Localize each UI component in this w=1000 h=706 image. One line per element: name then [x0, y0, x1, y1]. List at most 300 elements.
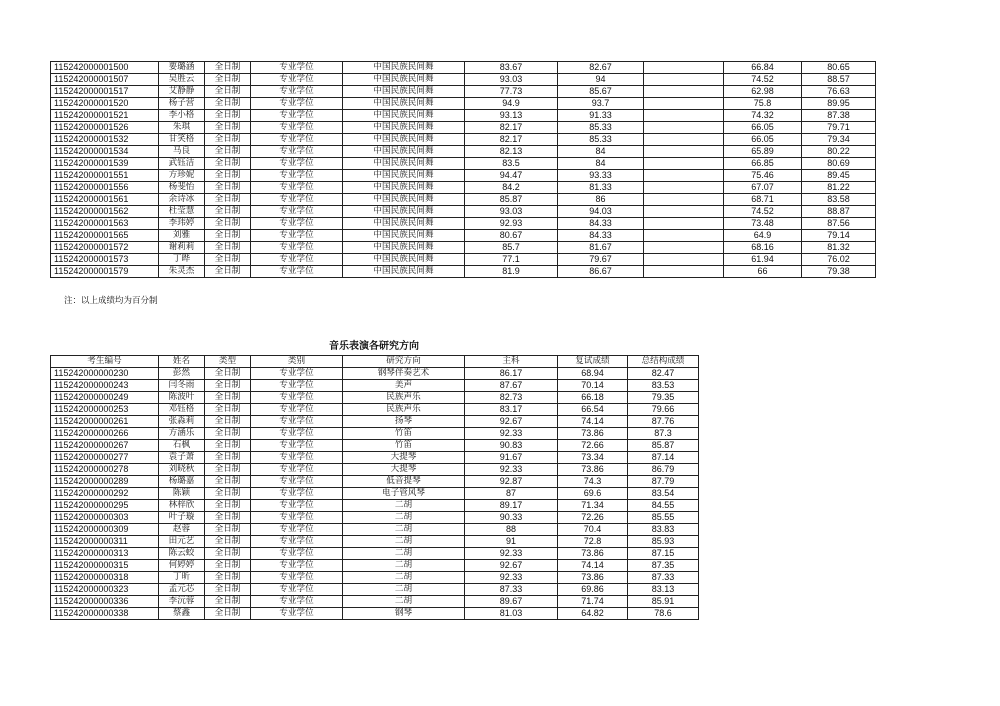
- table-cell: [644, 86, 724, 98]
- table-cell: 专业学位: [251, 368, 343, 380]
- table-cell: [644, 218, 724, 230]
- table-cell: 竹笛: [343, 428, 465, 440]
- table-cell: 76.02: [802, 254, 876, 266]
- table-cell: 71.74: [558, 596, 628, 608]
- table-cell: 陈颖: [159, 488, 205, 500]
- table-cell: 中国民族民间舞: [343, 182, 465, 194]
- table-header-row: [51, 356, 699, 368]
- table-cell: 87.79: [628, 476, 699, 488]
- table-cell: 92.33: [465, 548, 558, 560]
- table-cell: 115242000001572: [51, 242, 159, 254]
- table-cell: 武钰洁: [159, 158, 205, 170]
- table-row: [51, 440, 699, 452]
- table-cell: 83.53: [628, 380, 699, 392]
- table-cell: 杜莹慧: [159, 206, 205, 218]
- table-cell: 要璐涵: [159, 62, 205, 74]
- table-cell: 丁晔: [159, 254, 205, 266]
- table-cell: 全日制: [205, 452, 251, 464]
- table-cell: 专业学位: [251, 476, 343, 488]
- table-row: [51, 380, 699, 392]
- table-cell: 66: [724, 266, 802, 278]
- table-cell: 专业学位: [251, 266, 343, 278]
- table-row: [51, 98, 876, 110]
- table-cell: 115242000001561: [51, 194, 159, 206]
- table-cell: 全日制: [205, 146, 251, 158]
- table-cell: 钢琴伴奏艺术: [343, 368, 465, 380]
- table-cell: 65.89: [724, 146, 802, 158]
- table-cell: 115242000000278: [51, 464, 159, 476]
- table-cell: [644, 98, 724, 110]
- table-cell: 专业学位: [251, 548, 343, 560]
- table-cell: 62.98: [724, 86, 802, 98]
- table-cell: 全日制: [205, 572, 251, 584]
- table-cell: 专业学位: [251, 404, 343, 416]
- table-cell: 68.71: [724, 194, 802, 206]
- table-cell: 87.56: [802, 218, 876, 230]
- table-cell: 94.03: [558, 206, 644, 218]
- table-cell: 66.85: [724, 158, 802, 170]
- table-cell: 民族声乐: [343, 404, 465, 416]
- table-cell: 86: [558, 194, 644, 206]
- table-row: [51, 584, 699, 596]
- table-cell: 71.34: [558, 500, 628, 512]
- table-cell: 81.9: [465, 266, 558, 278]
- table-cell: 中国民族民间舞: [343, 230, 465, 242]
- table-cell: 甘笑格: [159, 134, 205, 146]
- table-cell: 72.8: [558, 536, 628, 548]
- table-cell: 85.87: [628, 440, 699, 452]
- table-cell: 74.14: [558, 560, 628, 572]
- table-cell: 全日制: [205, 524, 251, 536]
- table-cell: 方珍妮: [159, 170, 205, 182]
- table-cell: 92.93: [465, 218, 558, 230]
- table-cell: 低音提琴: [343, 476, 465, 488]
- table-cell: 90.83: [465, 440, 558, 452]
- table-cell: 专业学位: [251, 428, 343, 440]
- table-cell: 田元艺: [159, 536, 205, 548]
- table-cell: 82.73: [465, 392, 558, 404]
- table-cell: 92.87: [465, 476, 558, 488]
- table-cell: 83.58: [802, 194, 876, 206]
- table-cell: 全日制: [205, 500, 251, 512]
- table-cell: 专业学位: [251, 488, 343, 500]
- table-cell: 85.93: [628, 536, 699, 548]
- table-cell: 全日制: [205, 440, 251, 452]
- scores-table-dance: [50, 61, 876, 278]
- table-cell: 74.14: [558, 416, 628, 428]
- header-name: 姓名: [159, 356, 205, 368]
- table-cell: 81.67: [558, 242, 644, 254]
- table-cell: 93.03: [465, 206, 558, 218]
- table-cell: [644, 170, 724, 182]
- table-cell: [644, 242, 724, 254]
- table-cell: 全日制: [205, 464, 251, 476]
- table-cell: 115242000001507: [51, 74, 159, 86]
- table-cell: 70.14: [558, 380, 628, 392]
- table-cell: 林梓欣: [159, 500, 205, 512]
- table-cell: 方涵乐: [159, 428, 205, 440]
- table-cell: 专业学位: [251, 182, 343, 194]
- table-cell: 专业学位: [251, 254, 343, 266]
- table-cell: 73.86: [558, 548, 628, 560]
- table-cell: 87: [465, 488, 558, 500]
- table-cell: 87.15: [628, 548, 699, 560]
- table-cell: 93.33: [558, 170, 644, 182]
- table-cell: 吴胜云: [159, 74, 205, 86]
- table-cell: 86.17: [465, 368, 558, 380]
- table-cell: 115242000001556: [51, 182, 159, 194]
- table-cell: 115242000000338: [51, 608, 159, 620]
- table-cell: 115242000001534: [51, 146, 159, 158]
- table-cell: [644, 206, 724, 218]
- table-cell: 75.8: [724, 98, 802, 110]
- table-row: [51, 572, 699, 584]
- table-cell: 84: [558, 146, 644, 158]
- table-cell: 115242000000277: [51, 452, 159, 464]
- table-cell: 75.46: [724, 170, 802, 182]
- table-cell: 专业学位: [251, 572, 343, 584]
- table-cell: 李沅蓉: [159, 596, 205, 608]
- table-cell: 94.9: [465, 98, 558, 110]
- table-cell: 66.54: [558, 404, 628, 416]
- table-row: [51, 254, 876, 266]
- table-row: [51, 110, 876, 122]
- table-cell: 中国民族民间舞: [343, 158, 465, 170]
- table-cell: 82.17: [465, 122, 558, 134]
- table-row: [51, 596, 699, 608]
- table-cell: 85.87: [465, 194, 558, 206]
- table-cell: 刘晓秋: [159, 464, 205, 476]
- table-cell: 艾静静: [159, 86, 205, 98]
- table-cell: 中国民族民间舞: [343, 62, 465, 74]
- table-cell: 美声: [343, 380, 465, 392]
- table-cell: 72.66: [558, 440, 628, 452]
- table-cell: 83.17: [465, 404, 558, 416]
- table-cell: 77.73: [465, 86, 558, 98]
- header-major: 主科: [465, 356, 558, 368]
- table-cell: [644, 194, 724, 206]
- table-cell: [644, 110, 724, 122]
- table-cell: 84.55: [628, 500, 699, 512]
- table-cell: 中国民族民间舞: [343, 254, 465, 266]
- table-cell: 二胡: [343, 596, 465, 608]
- table-cell: 68.16: [724, 242, 802, 254]
- table-cell: 92.33: [465, 464, 558, 476]
- table-cell: 115242000001532: [51, 134, 159, 146]
- table-cell: 赵蓉: [159, 524, 205, 536]
- table-row: [51, 524, 699, 536]
- table-cell: 85.55: [628, 512, 699, 524]
- table-cell: 74.32: [724, 110, 802, 122]
- table-cell: 89.95: [802, 98, 876, 110]
- table-cell: 大提琴: [343, 452, 465, 464]
- table-cell: 115242000000249: [51, 392, 159, 404]
- table-cell: 中国民族民间舞: [343, 206, 465, 218]
- table-cell: 朱琪: [159, 122, 205, 134]
- table-cell: 93.03: [465, 74, 558, 86]
- table-cell: 中国民族民间舞: [343, 242, 465, 254]
- table-row: [51, 464, 699, 476]
- table-cell: 89.45: [802, 170, 876, 182]
- table-cell: 92.67: [465, 560, 558, 572]
- table-row: [51, 122, 876, 134]
- table-cell: 中国民族民间舞: [343, 146, 465, 158]
- table-cell: 孟元芯: [159, 584, 205, 596]
- table-cell: 77.1: [465, 254, 558, 266]
- table-cell: 115242000001563: [51, 218, 159, 230]
- table-cell: 115242000001526: [51, 122, 159, 134]
- table-cell: 专业学位: [251, 536, 343, 548]
- table-cell: 全日制: [205, 86, 251, 98]
- table-cell: 专业学位: [251, 380, 343, 392]
- table-cell: 专业学位: [251, 464, 343, 476]
- table-cell: 92.67: [465, 416, 558, 428]
- table-cell: 115242000000289: [51, 476, 159, 488]
- table-row: [51, 488, 699, 500]
- table-cell: 陈云蛟: [159, 548, 205, 560]
- table-cell: 91: [465, 536, 558, 548]
- table-row: [51, 476, 699, 488]
- table-cell: 84: [558, 158, 644, 170]
- table-cell: 87.3: [628, 428, 699, 440]
- header-category: 类别: [251, 356, 343, 368]
- table-cell: 钢琴: [343, 608, 465, 620]
- table-cell: [644, 62, 724, 74]
- table-cell: 69.86: [558, 584, 628, 596]
- table-cell: 115242000001520: [51, 98, 159, 110]
- table-row: [51, 548, 699, 560]
- table-cell: 丁昕: [159, 572, 205, 584]
- table-cell: 全日制: [205, 476, 251, 488]
- table-cell: 专业学位: [251, 242, 343, 254]
- table-cell: 80.65: [802, 62, 876, 74]
- scores-table-music-performance: [50, 355, 699, 620]
- table-cell: 83.83: [628, 524, 699, 536]
- table-cell: [644, 158, 724, 170]
- table-cell: 79.67: [558, 254, 644, 266]
- table-row: [51, 182, 876, 194]
- table-cell: 大提琴: [343, 464, 465, 476]
- table-cell: 专业学位: [251, 218, 343, 230]
- table-cell: 87.76: [628, 416, 699, 428]
- table-cell: 何婷婷: [159, 560, 205, 572]
- table-row: [51, 608, 699, 620]
- table-cell: 全日制: [205, 206, 251, 218]
- table-cell: 88.57: [802, 74, 876, 86]
- table-cell: 115242000001517: [51, 86, 159, 98]
- table-row: [51, 392, 699, 404]
- table-cell: 全日制: [205, 560, 251, 572]
- table-cell: 88: [465, 524, 558, 536]
- table-cell: 61.94: [724, 254, 802, 266]
- table-cell: 全日制: [205, 122, 251, 134]
- table-cell: 中国民族民间舞: [343, 194, 465, 206]
- table-cell: 全日制: [205, 110, 251, 122]
- table-cell: 中国民族民间舞: [343, 98, 465, 110]
- table-cell: 专业学位: [251, 158, 343, 170]
- table-cell: 115242000000267: [51, 440, 159, 452]
- table-cell: 82.17: [465, 134, 558, 146]
- table-cell: [644, 230, 724, 242]
- table-cell: 84.33: [558, 230, 644, 242]
- table-cell: 全日制: [205, 392, 251, 404]
- header-exam-id: 考生编号: [51, 356, 159, 368]
- table-cell: 全日制: [205, 548, 251, 560]
- table-cell: 115242000000253: [51, 404, 159, 416]
- table-row: [51, 560, 699, 572]
- table-row: [51, 452, 699, 464]
- table-cell: 83.54: [628, 488, 699, 500]
- table-cell: 全日制: [205, 404, 251, 416]
- header-direction: 研究方向: [343, 356, 465, 368]
- table-cell: 专业学位: [251, 194, 343, 206]
- table-row: [51, 266, 876, 278]
- table-row: [51, 404, 699, 416]
- table-cell: 二胡: [343, 500, 465, 512]
- table-cell: 中国民族民间舞: [343, 170, 465, 182]
- table-cell: 66.05: [724, 122, 802, 134]
- table-cell: 全日制: [205, 74, 251, 86]
- table-cell: 86.67: [558, 266, 644, 278]
- table-row: [51, 194, 876, 206]
- table-cell: 87.14: [628, 452, 699, 464]
- table-cell: 89.17: [465, 500, 558, 512]
- table-cell: 93.13: [465, 110, 558, 122]
- table-cell: 全日制: [205, 194, 251, 206]
- table-cell: 电子管风琴: [343, 488, 465, 500]
- table-cell: 73.86: [558, 572, 628, 584]
- table-cell: 专业学位: [251, 392, 343, 404]
- table-cell: 79.14: [802, 230, 876, 242]
- table-cell: 中国民族民间舞: [343, 74, 465, 86]
- table-cell: 二胡: [343, 560, 465, 572]
- table-cell: 全日制: [205, 380, 251, 392]
- table-cell: 石枫: [159, 440, 205, 452]
- table-cell: 二胡: [343, 536, 465, 548]
- table-cell: 专业学位: [251, 74, 343, 86]
- table-row: [51, 206, 876, 218]
- table-cell: [644, 182, 724, 194]
- table-cell: 李玮婷: [159, 218, 205, 230]
- table-cell: 83.5: [465, 158, 558, 170]
- table-cell: 刘雅: [159, 230, 205, 242]
- table-cell: 彭然: [159, 368, 205, 380]
- table-cell: 87.67: [465, 380, 558, 392]
- table-cell: 专业学位: [251, 206, 343, 218]
- table-cell: 全日制: [205, 428, 251, 440]
- table-cell: 陈波叶: [159, 392, 205, 404]
- table-row: [51, 146, 876, 158]
- table-cell: 115242000001551: [51, 170, 159, 182]
- table-cell: 115242000000323: [51, 584, 159, 596]
- table-cell: 91.67: [465, 452, 558, 464]
- table-cell: 115242000000243: [51, 380, 159, 392]
- table-cell: 115242000000266: [51, 428, 159, 440]
- table-cell: 邓钰格: [159, 404, 205, 416]
- table-cell: 专业学位: [251, 146, 343, 158]
- table-cell: 全日制: [205, 254, 251, 266]
- table-row: [51, 428, 699, 440]
- table-cell: 余诗冰: [159, 194, 205, 206]
- table-row: [51, 512, 699, 524]
- table-cell: [644, 74, 724, 86]
- table-cell: 专业学位: [251, 98, 343, 110]
- header-type: 类型: [205, 356, 251, 368]
- footnote: 注：以上成绩均为百分制: [64, 296, 158, 306]
- table-cell: 蔡鑫: [159, 608, 205, 620]
- table-cell: 94: [558, 74, 644, 86]
- table-cell: 87.35: [628, 560, 699, 572]
- table-cell: 全日制: [205, 536, 251, 548]
- table-cell: 84.2: [465, 182, 558, 194]
- table-cell: 83.13: [628, 584, 699, 596]
- table-cell: 115242000000292: [51, 488, 159, 500]
- table-cell: 115242000000295: [51, 500, 159, 512]
- table-cell: 72.26: [558, 512, 628, 524]
- table-cell: 专业学位: [251, 584, 343, 596]
- table-cell: 78.6: [628, 608, 699, 620]
- table-cell: 闫冬雨: [159, 380, 205, 392]
- table-cell: 专业学位: [251, 416, 343, 428]
- table-row: [51, 218, 876, 230]
- table-cell: 袁子萧: [159, 452, 205, 464]
- section-title: 音乐表演各研究方向: [329, 341, 419, 352]
- table-cell: 115242000001565: [51, 230, 159, 242]
- table-cell: 专业学位: [251, 596, 343, 608]
- table-row: [51, 368, 699, 380]
- table-cell: 全日制: [205, 584, 251, 596]
- table-cell: 115242000001539: [51, 158, 159, 170]
- table-cell: 全日制: [205, 230, 251, 242]
- table-cell: 全日制: [205, 182, 251, 194]
- table-cell: 81.03: [465, 608, 558, 620]
- table-cell: 全日制: [205, 170, 251, 182]
- table-cell: 全日制: [205, 368, 251, 380]
- table-cell: 85.33: [558, 122, 644, 134]
- table-cell: 专业学位: [251, 512, 343, 524]
- table-cell: [644, 134, 724, 146]
- table-row: [51, 500, 699, 512]
- table-cell: 80.69: [802, 158, 876, 170]
- table-cell: 专业学位: [251, 230, 343, 242]
- table-cell: 66.05: [724, 134, 802, 146]
- table-cell: 94.47: [465, 170, 558, 182]
- table-cell: 专业学位: [251, 500, 343, 512]
- table-cell: 全日制: [205, 596, 251, 608]
- table-row: [51, 242, 876, 254]
- table-row: [51, 86, 876, 98]
- table-row: [51, 74, 876, 86]
- table-cell: 92.33: [465, 428, 558, 440]
- table-cell: 中国民族民间舞: [343, 86, 465, 98]
- table-cell: 全日制: [205, 608, 251, 620]
- table-cell: 68.94: [558, 368, 628, 380]
- table-cell: 73.86: [558, 464, 628, 476]
- table-cell: 二胡: [343, 524, 465, 536]
- table-cell: 全日制: [205, 512, 251, 524]
- table-cell: 115242000000336: [51, 596, 159, 608]
- table-cell: 79.71: [802, 122, 876, 134]
- table-cell: 85.7: [465, 242, 558, 254]
- table-cell: 82.13: [465, 146, 558, 158]
- table-cell: 73.34: [558, 452, 628, 464]
- table-cell: 82.47: [628, 368, 699, 380]
- table-cell: 杨斐怡: [159, 182, 205, 194]
- table-cell: 115242000000313: [51, 548, 159, 560]
- table-cell: 专业学位: [251, 608, 343, 620]
- table-cell: 79.35: [628, 392, 699, 404]
- table-cell: 专业学位: [251, 134, 343, 146]
